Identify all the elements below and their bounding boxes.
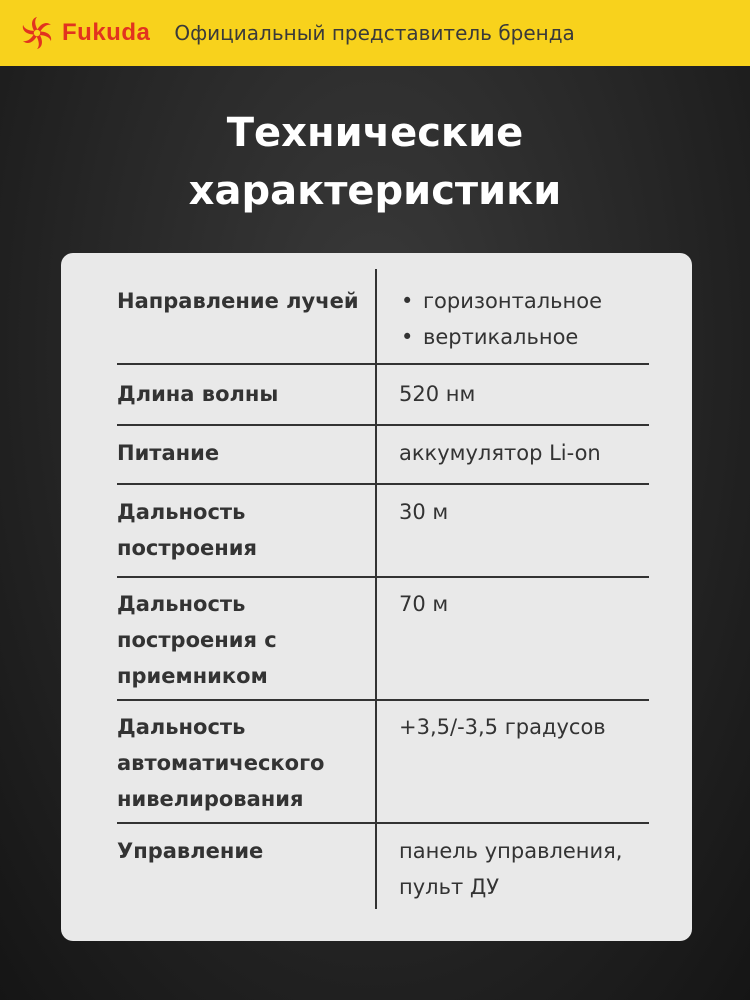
- spec-value: [399, 283, 649, 355]
- spec-row-range: [117, 494, 649, 578]
- spec-value: 30 м: [399, 500, 449, 524]
- swirl-logo-icon: [20, 16, 54, 50]
- spec-row-control: [117, 833, 649, 913]
- row-divider: [117, 822, 649, 824]
- spec-value: панель управления, пульт ДУ: [399, 839, 623, 899]
- brand-logo: [20, 16, 150, 50]
- spec-label: Питание: [117, 441, 220, 465]
- spec-value: 70 м: [399, 592, 449, 616]
- brand-name: Fukuda: [62, 19, 151, 46]
- spec-row-wavelength: [117, 376, 649, 426]
- row-divider: [117, 363, 649, 365]
- spec-value-item: • горизонтальное: [399, 283, 649, 319]
- spec-label: Направление лучей: [117, 289, 359, 313]
- spec-row-range-receiver: [117, 586, 649, 701]
- spec-value: аккумулятор Li-on: [399, 441, 601, 465]
- row-divider: [117, 699, 649, 701]
- spec-label: Дальность построения: [117, 500, 257, 560]
- page-title: Технические характеристики: [188, 110, 562, 214]
- row-divider: [117, 424, 649, 426]
- spec-label: Дальность построения с приемником: [117, 592, 277, 688]
- spec-row-power: [117, 435, 649, 485]
- spec-value: 520 нм: [399, 382, 476, 406]
- spec-row-beam-direction: [117, 283, 649, 365]
- specs-table: [61, 253, 692, 941]
- spec-row-auto-leveling: [117, 709, 649, 824]
- row-divider: [117, 576, 649, 578]
- spec-value-item: • вертикальное: [399, 319, 649, 355]
- spec-label: Дальность автоматического нивелирования: [117, 715, 325, 811]
- spec-value: +3,5/-3,5 градусов: [399, 715, 606, 739]
- spec-label: Длина волны: [117, 382, 279, 406]
- spec-label: Управление: [117, 839, 264, 863]
- top-banner: [0, 0, 750, 66]
- row-divider: [117, 483, 649, 485]
- brand-tagline: Официальный представитель бренда: [174, 21, 575, 45]
